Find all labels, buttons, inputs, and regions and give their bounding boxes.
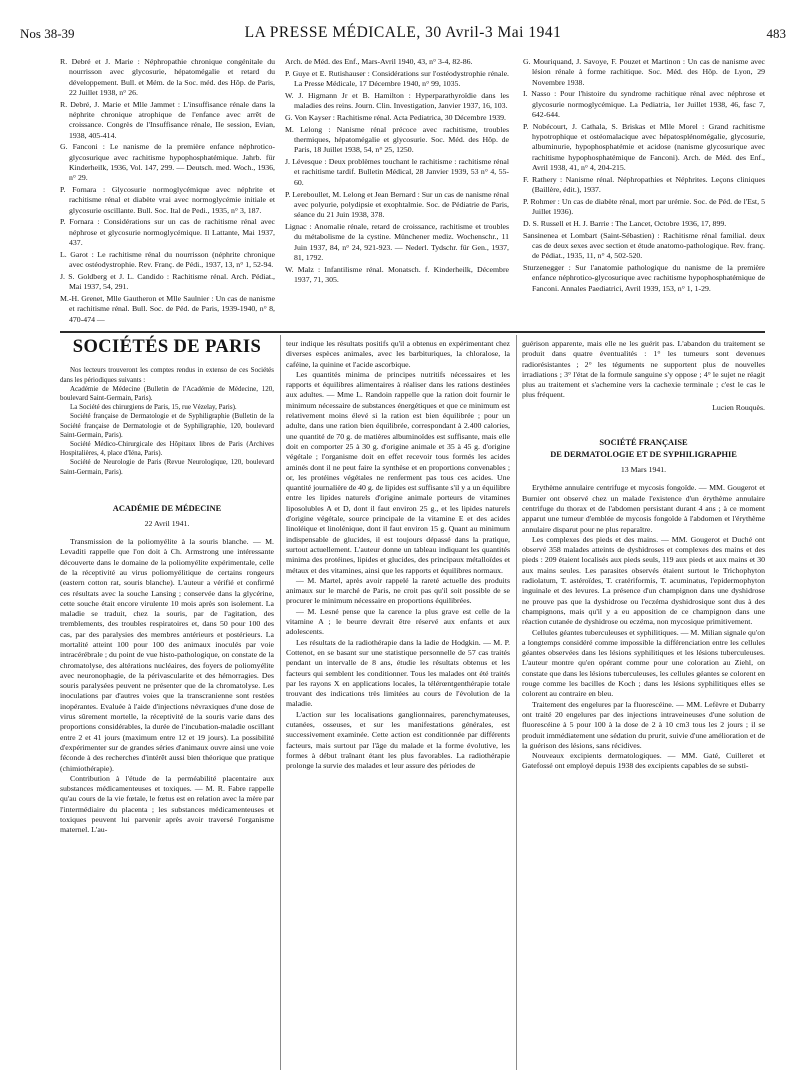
- reference-entry: F. Rathery : Nanisme rénal. Néphropathies et Néphrites. Leçons cliniques (Baillère, édit.), 1937.: [523, 174, 765, 195]
- article-paragraph: teur indique les résultats positifs qu'il a obtenus en expérimentant chez diverses espèces animales, avec les barbituriques, la chloralose, la caféine, la quinine et l'acide ascorbique.: [286, 339, 510, 369]
- issue-number: Nos 38-39: [20, 26, 75, 41]
- article-paragraph: L'action sur les localisations ganglionnaires, parenchymateuses, cutanées, osseuses, et sur les manifestations générales, est successivement examinée. Cette action est conditionnée par différents facteurs, mais surtout par l'âge du malade et la forme évolutive, les formes à début traînant étant les plus favorables. La radiothérapie prolonge la survie des malades et leur assure des périodes de: [286, 709, 510, 771]
- reference-entry: Sansinenea et Lombart (Saint-Sébastien) : Rachitisme rénal familial. deux cas de deux sexes avec section et étude anatomo-pathologique. Rev. franç. de Pédiat., 1935, 11, n° 4, 502-520.: [523, 230, 765, 261]
- reference-entry: R. Debré et J. Marie : Néphropathie chronique congénitale du nourrisson avec glycosurie, hépatomégalie et retard du développement. Bull. et Mém. de la Soc. méd. des Hôp. de Paris, 22 Juillet 1938, n° 26.: [60, 57, 275, 97]
- reference-entry: M. Lelong : Nanisme rénal précoce avec rachitisme, troubles thermiques, hépatomégalie et glycosurie. Soc. Méd. des Hôp. de Paris, 18 Juillet 1938, 54, n° 25, 1250.: [285, 124, 509, 155]
- reference-entry: P. Lereboullet, M. Lelong et Jean Bernard : Sur un cas de nanisme rénal avec polyurie, polydipsie et exophtalmie. Soc. de Pédiatrie de Paris, séance du 21 Juin 1938, 378.: [285, 189, 509, 220]
- page-header: [20, 24, 786, 48]
- reference-entry: J. Lévesque : Deux problèmes touchant le rachitisme : rachitisme rénal et rachitisme tardif. Bulletin Médical, 28 Janvier 1939, 53 n° 4, 55-60.: [285, 157, 509, 187]
- article-paragraph: Traitement des engelures par la fluorescéine. — MM. Lefèvre et Dubarry ont traité 20 engelures par des injections intraveineuses d'une solution de fluorescéine à 5 pour 100 à la dose de 2 à 10 cm3 tous les 2 jours ; il se produit immédiatement une sédation du prurit, suivie d'une amélioration et de la guérison des lésions, sans récidives.: [522, 699, 765, 750]
- reference-entry: G. Mouriquand, J. Savoye, F. Pouzet et Martinon : Un cas de nanisme avec lésion rénale à forme rachitique. Soc. Méd. des Hôp. de Lyon, 29 Novembre 1938.: [523, 57, 765, 87]
- academie-date: 22 Avril 1941.: [144, 518, 190, 528]
- reference-entry: W. Malz : Infantilisme rénal. Monatsch. f. Kinderheilk, Décembre 1937, 71, 305.: [285, 264, 509, 284]
- reference-entry: W. J. Higmann Jr et B. Hamilton : Hyperparathyroïdie dans les maladies des reins. Journ. Clin. Investigation, Janvier 1937, 16, 103.: [285, 90, 509, 111]
- article-paragraph: Les résultats de la radiothérapie dans la ladie de Hodgkin. — M. P. Cottenot, en se basant sur une statistique personnelle de 57 cas traités pendant un intervalle de 8 ans, étudie les résultats obtenus et les facteurs qui semblent les conditionner. Tous les malades ont été traités par les rayons X en applications locales, la télérœntgenthérapie totale trouvant des indications très limitées au cours de l'évolution de la maladie.: [286, 637, 510, 709]
- column-rule: [516, 335, 517, 1070]
- article-paragraph: — M. Lesné pense que la carence la plus grave est celle de la vitamine A ; le beurre devrait être réservé aux enfants et aux adolescents.: [286, 606, 510, 637]
- article-paragraph: — M. Martel, après avoir rappelé la rareté actuelle des produits animaux sur le marché de Paris, ne croit pas qu'il soit possible de se procurer le minimum nécessaire en proportions équilibrées.: [286, 575, 510, 606]
- reference-entry: G. Von Kayser : Rachitisme rénal. Acta Pediatrica, 30 Décembre 1939.: [285, 112, 506, 122]
- article-paragraph: guérison apparente, mais elle ne les guérit pas. L'abandon du traitement se produit dans quatre éventualités : 1° les tumeurs sont devenues radiorésistantes ; 2° les téguments ne supportent plus de nouvelles irradiations ; 3° l'état de la formule sanguine s'y oppose ; 4° le sujet ne réagit plus au traitement et s'achemine vers la cachexie terminale ; c'est le cas le plus fréquent.: [522, 339, 765, 400]
- article-paragraph: Contribution à l'étude de la perméabilité placentaire aux substances médicamenteuses et toxiques. — M. R. Fabre rappelle qu'au cours de la vie fœtale, le fœtus est en relation avec la mère par l'intermédiaire du placenta ; les substances médicamenteuses et toxiques peuvent lui parvenir après avoir traversé l'organisme maternel. L'au-: [60, 773, 274, 835]
- sfds-title-line1: SOCIÉTÉ FRANÇAISE: [599, 438, 688, 448]
- reference-entry: P. Fornara : Glycosurie normoglycémique avec néphrite et rachitisme rénal et diabète vrai avec normoglycémie initiale et glycosurie oscillante. Bull. Soc. Ital de Pedi., 1935, n° 3, 187.: [60, 185, 275, 215]
- societe-entry: La Société des chirurgiens de Paris, 15, rue Vézelay, Paris).: [70, 403, 237, 412]
- sfds-title-line2: DE DERMATOLOGIE ET DE SYPHILIGRAPHIE: [550, 450, 737, 460]
- journal-title: LA PRESSE MÉDICALE, 30 Avril-3 Mai 1941: [244, 24, 562, 41]
- section-title: SOCIÉTÉS DE PARIS: [72, 337, 262, 357]
- reference-entry: L. Garot : Le rachitisme rénal du nourrisson (néphrite chronique avec ostéodystrophie. Rev. Franç. de Pédi., 1937, 13, n° 1, 52-94.: [60, 249, 275, 270]
- author-signature: Lucien Rouquès.: [712, 402, 765, 412]
- references-column-3: [523, 57, 765, 296]
- reference-entry: I. Nasso : Pour l'histoire du syndrome rachitique rénal avec néphrose et glycosurie normoglycémique. La Pediatria, 1er Juillet 1938, 46, fasc 7, 642-644.: [523, 89, 765, 119]
- references-column-2: [285, 57, 509, 287]
- reference-entry: P. Rohmer : Un cas de diabète rénal, mort par urémie. Soc. de Péd. de l'Est, 5 Juillet 1936).: [523, 196, 765, 217]
- reference-entry: D. S. Russell et H. J. Barrie : The Lancet, Octobre 1936, 17, 899.: [523, 218, 727, 228]
- reference-entry: P. Fornara : Considérations sur un cas de rachitisme rénal avec néphrose et glycosurie normoglycémique. Il Lattante, Mai 1937, 437.: [60, 217, 275, 248]
- societes-column: [60, 337, 274, 836]
- societe-entry: Société Médico-Chirurgicale des Hôpitaux libres de Paris (Archives Hospitalières, 4, place d'Iéna, Paris).: [60, 439, 274, 458]
- societes-intro: Nos lecteurs trouveront les comptes rendus in extenso de ces Sociétés dans les périodiques suivants :: [60, 366, 274, 384]
- sfds-date: 13 Mars 1941.: [620, 465, 667, 475]
- article-paragraph: Les quantités minima de principes nutritifs nécessaires et les rapports et équilibres alimentaires à réaliser dans les rations destinées aux adultes. — Mme L. Randoin rappelle que la ration doit fournir le minimum nécessaire de substances énergétiques et que ce minimum est relativement moins élevé si la ration est bien équilibrée ; pour un adulte, dans une ration bien équilibrée, correspondant à 2.400 calories, une quantité de 70 g. de matières albuminoïdes est suffisante, mais elle doit en comporter 25 à 30 g. d'origine animale et 35 à 45 g. d'origine végétale ; l'organisme doit en effet recevoir tous formés les acides aminés dont il ne peut faire la synthèse et en proportions convenables ; or, les protéines végétales ne renferment pas tous ces acides. Une quantité journalière de 40 g. de lipides est suffisante s'il y a un équilibre entre les lipides naturels d'origine animale porteurs de vitamines liposolubles A et D, dont il faut environ 25 g., et les lipides naturels d'origine végétale, source principale de la vitamine E et des acides linoléique et linolénique, dont il faut environ 15 g. Quant au minimum indispensable de glucides, il est toujours dépassé dans la pratique, surtout actuellement. L'auteur donne un tableau indiquant les quantités minima des protéines, lipides et glucides, des principaux métalloïdes et métaux et des vitamines, ainsi que les rapports et équilibres normaux.: [286, 369, 510, 575]
- references-column-1: [60, 57, 275, 326]
- reference-entry: M.-H. Grenet, Mlle Gautheron et Mlle Saulnier : Un cas de nanisme et rachitisme rénal. Bull. Soc. de Péd. de Paris, 1939-1940, n° 8, 470-474 —: [60, 294, 275, 324]
- article-paragraph: Les complexes des pieds et des mains. — MM. Gougerot et Duché ont observé 358 malades atteints de dyshidroses et complexes des mains et des pieds : 209 étaient localisés aux pieds seuls, 119 aux pieds et aux mains et 30 aux mains seules. Les parasites observés étaient surtout le Trichophyton radiolatum, T. astéroïdes, T. cratériformis, T. acuminatus, l'epidermophyton inguinale et des levures. La présence d'un champignon dans une dyshidrose ne prouve pas que la dyshidrose ou l'eczéma dyshidrosique sont dus à des champignons, mais qu'il y a eu apposition de ce champignon dans une réaction cutanée de dyshidrose ou eczéma, non mycosique primitivement.: [522, 534, 765, 627]
- reference-entry: J. S. Goldberg et J. L. Candido : Rachitisme rénal. Arch. Pédiat., Mai 1937, 54, 291.: [60, 271, 275, 292]
- page-number: 483: [766, 26, 786, 41]
- reference-entry: R. Debré, J. Marie et Mlle Jammet : L'insuffisance rénale dans la néphrite chronique atrophique de l'enfance avec arrêt de croissance. Congrès de l'Insuffisance rénale, IIe session, Evian, 1938, 405-414.: [60, 99, 275, 140]
- societe-entry: Société de Neurologie de Paris (Revue Neurologique, 120, boulevard Saint-Germain, Paris).: [60, 458, 274, 476]
- reference-entry: Sturzenegger : Sur l'anatomie pathologique du nanisme de la première enfance néphrotico-glycosurique avec rachitisme hypophosphatémique de Fanconi. Annales Paediatrici, Avril 1939, 153, n° 1, 1-29.: [523, 263, 765, 293]
- reference-entry: P. Nobécourt, J. Cathala, S. Briskas et Mlle Morel : Grand rachitisme hypotrophique et ostéomalacique avec hépatosplénomégalie, glycosurie, albuminurie, hypophosphatémie et acidose (nanisme glycosurique avec rachitisme hypophosphatémique de Fanconi). Arch. de Méd. des Enf., Avril 1938, 41, n° 4, 204-215.: [523, 121, 765, 172]
- article-paragraph: Nouveaux excipients dermatologiques. — MM. Gaté, Cuilleret et Gatefossé ont employé depuis 1938 des excipients capables de se substi-: [522, 751, 765, 771]
- societe-entry: Académie de Médecine (Bulletin de l'Académie de Médecine, 120, boulevard Saint-Germain, Paris).: [60, 384, 274, 402]
- middle-column: [286, 339, 510, 771]
- reference-entry: Lignac : Anomalie rénale, retard de croissance, rachitisme et troubles du métabolisme de la cystine. Münchener mediz. Wochenschr., 11 Juin 1937, 84, n° 24, 921-923. — Nederl. Tydschr. für Gen., 1937, 81, 1792.: [285, 221, 509, 262]
- reference-entry: Arch. de Méd. des Enf., Mars-Avril 1940, 43, n° 3-4, 82-86.: [285, 57, 473, 66]
- academie-title: ACADÉMIE DE MÉDECINE: [112, 503, 222, 513]
- article-paragraph: Erythème annulaire centrifuge et mycosis fongoïde. — MM. Gougerot et Burnier ont observé chez un malade l'existence d'un érythème annulaire centrifuge du thorax et de l'abdomen persistant durant 4 ans ; à ce moment apparut une tumeur d'emblée de mycosis fongoïde à l'abdomen et l'érythème annulaire disparut pour ne plus reparaître.: [522, 483, 765, 534]
- reference-entry: P. Guye et E. Rutishauser : Considérations sur l'ostéodystrophie rénale. La Presse Médicale, 17 Décembre 1940, n° 99, 1035.: [285, 68, 509, 89]
- section-divider: [60, 331, 765, 333]
- right-column: [522, 339, 765, 772]
- article-paragraph: Transmission de la poliomyélite à la souris blanche. — M. Levaditi rappelle que l'on doit à Ch. Armstrong une intéressante découverte dans le domaine de la poliomyélite expérimentale, celle de la réceptivité au virus poliomyélitique de certains rongeurs (eastern cotton rat, souris blanche). L'auteur a vérifié et confirmé ces résultats avec la souche Lansing ; conservée dans la glycérine, cette souche était encore virulente 10 mois après son isolement. La maladie se traduit, chez la souris, par de l'agitation, des tremblements, des troubles respiratoires et, dans 50 pour 100 des cas, par des paralysies des membres antérieurs et postérieurs. La mortalité atteint 100 pour 100 des animaux inoculés par voie intracérébrale ; du point de vue histo-pathologique, on constate de la chromatolyse, des altérations nucléaires, des foyers de poliomyélite avec neuronophagie, de la périvascularite et des hémorragies. Des souris paralysées peuvent ne présenter que de la chromatolyse. Les inoculations par d'autres voies que la transcranienne sont restées inopérantes. Evaluée à l'aide d'injections névraxiques d'une dose de virus sûrement mortelle, la réceptivité de la souris varie dans des proportions considérables, la durée de l'incubation-maladie oscillant entre 2 et 41 jours (maximum entre 12 et 19 jours). La possibilité d'expérimenter sur de grandes séries d'animaux ouvre ainsi une voie féconde à des recherches d'intérêt aussi bien théorique que pratique (chimiothérapie).: [60, 537, 274, 773]
- societe-entry: Société française de Dermatologie et de Syphiligraphie (Bulletin de la Société française de Dermatologie et de Syphiligraphie, 120, boulevard Saint-Germain, Paris).: [60, 412, 274, 439]
- article-paragraph: Cellules géantes tuberculeuses et syphilitiques. — M. Milian signale qu'on a longtemps considéré comme impossible la différenciation entre les cellules géantes observées dans les lésions syphilitiques et les lésions tuberculeuses. L'auteur montre qu'en opérant comme pour une coloration au Ziehl, on constate que dans les lésions tuberculeuses, les cellules géantes se colorent en rouge comme les bacilles de Koch ; dans les lésions syphilitiques elles se colorent au contraire en bleu.: [522, 627, 765, 699]
- reference-entry: G. Fanconi : Le nanisme de la première enfance néphrotico-glycosurique avec rachitisme hypophosphatémique. Jahrb. für Kinderheilk, 1936, Vol. 147, 299. — Deutsch. med. Woch., 1936, n° 29.: [60, 142, 275, 183]
- column-rule: [280, 335, 281, 1070]
